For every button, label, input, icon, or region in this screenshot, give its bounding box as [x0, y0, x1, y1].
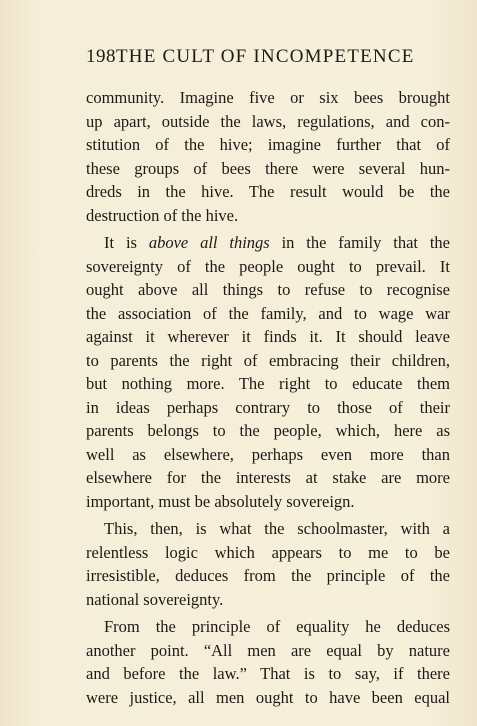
- text-line: ought above all things to refuse to recognise: [86, 280, 450, 299]
- paragraph-2: [86, 231, 450, 513]
- text-line: and before the law.” That is to say, if there: [86, 664, 450, 683]
- text-line: This, then, is what the schoolmaster, with a: [104, 519, 450, 538]
- text-line: stitution of the hive; imagine further that of: [86, 135, 450, 154]
- text-line: national sovereignty.: [86, 589, 224, 609]
- text-line: parents belongs to the people, which, here as: [86, 421, 450, 440]
- paragraph-1: [86, 86, 450, 227]
- text-segment: in the family that the: [269, 233, 451, 252]
- text-line: dreds in the hive. The result would be the: [86, 182, 450, 201]
- text-line: in ideas perhaps contrary to those of their: [86, 397, 450, 417]
- text-line-with-emphasis: [86, 231, 450, 255]
- page-header: [86, 46, 450, 72]
- page-number: 198: [86, 46, 116, 67]
- text-line: another point. “All men are equal by nature: [86, 640, 450, 660]
- text-line: destruction of the hive.: [86, 205, 239, 225]
- body-text: [86, 86, 450, 709]
- text-line: to parents the right of embracing their children,: [86, 350, 450, 370]
- paragraph-3: [86, 517, 450, 611]
- text-line: community. Imagine five or six bees brought: [86, 88, 450, 107]
- text-line: important, must be absolutely sovereign.: [86, 491, 355, 511]
- text-line: the association of the family, and to wage war: [86, 303, 450, 323]
- text-line: were justice, all men ought to have been equal: [86, 687, 450, 707]
- emphasis-text: above all things: [148, 233, 270, 252]
- text-line: irresistible, deduces from the principle of the: [86, 566, 450, 585]
- text-line: but nothing more. The right to educate them: [86, 374, 450, 393]
- text-line: up apart, outside the laws, regulations, and con-: [86, 111, 450, 131]
- text-line: well as elsewhere, perhaps even more than: [86, 444, 450, 464]
- text-line: these groups of bees there were several hun-: [86, 158, 450, 178]
- text-line: relentless logic which appears to me to be: [86, 542, 450, 562]
- text-line: From the principle of equality he deduces: [104, 617, 450, 636]
- text-line: elsewhere for the interests at stake are more: [86, 468, 450, 487]
- text-segment: It is: [104, 233, 149, 252]
- text-line: against it wherever it finds it. It should leave: [86, 327, 450, 346]
- paragraph-4: [86, 615, 450, 709]
- text-line: sovereignty of the people ought to prevail. It: [86, 256, 450, 276]
- running-head: THE CULT OF INCOMPETENCE: [116, 46, 415, 67]
